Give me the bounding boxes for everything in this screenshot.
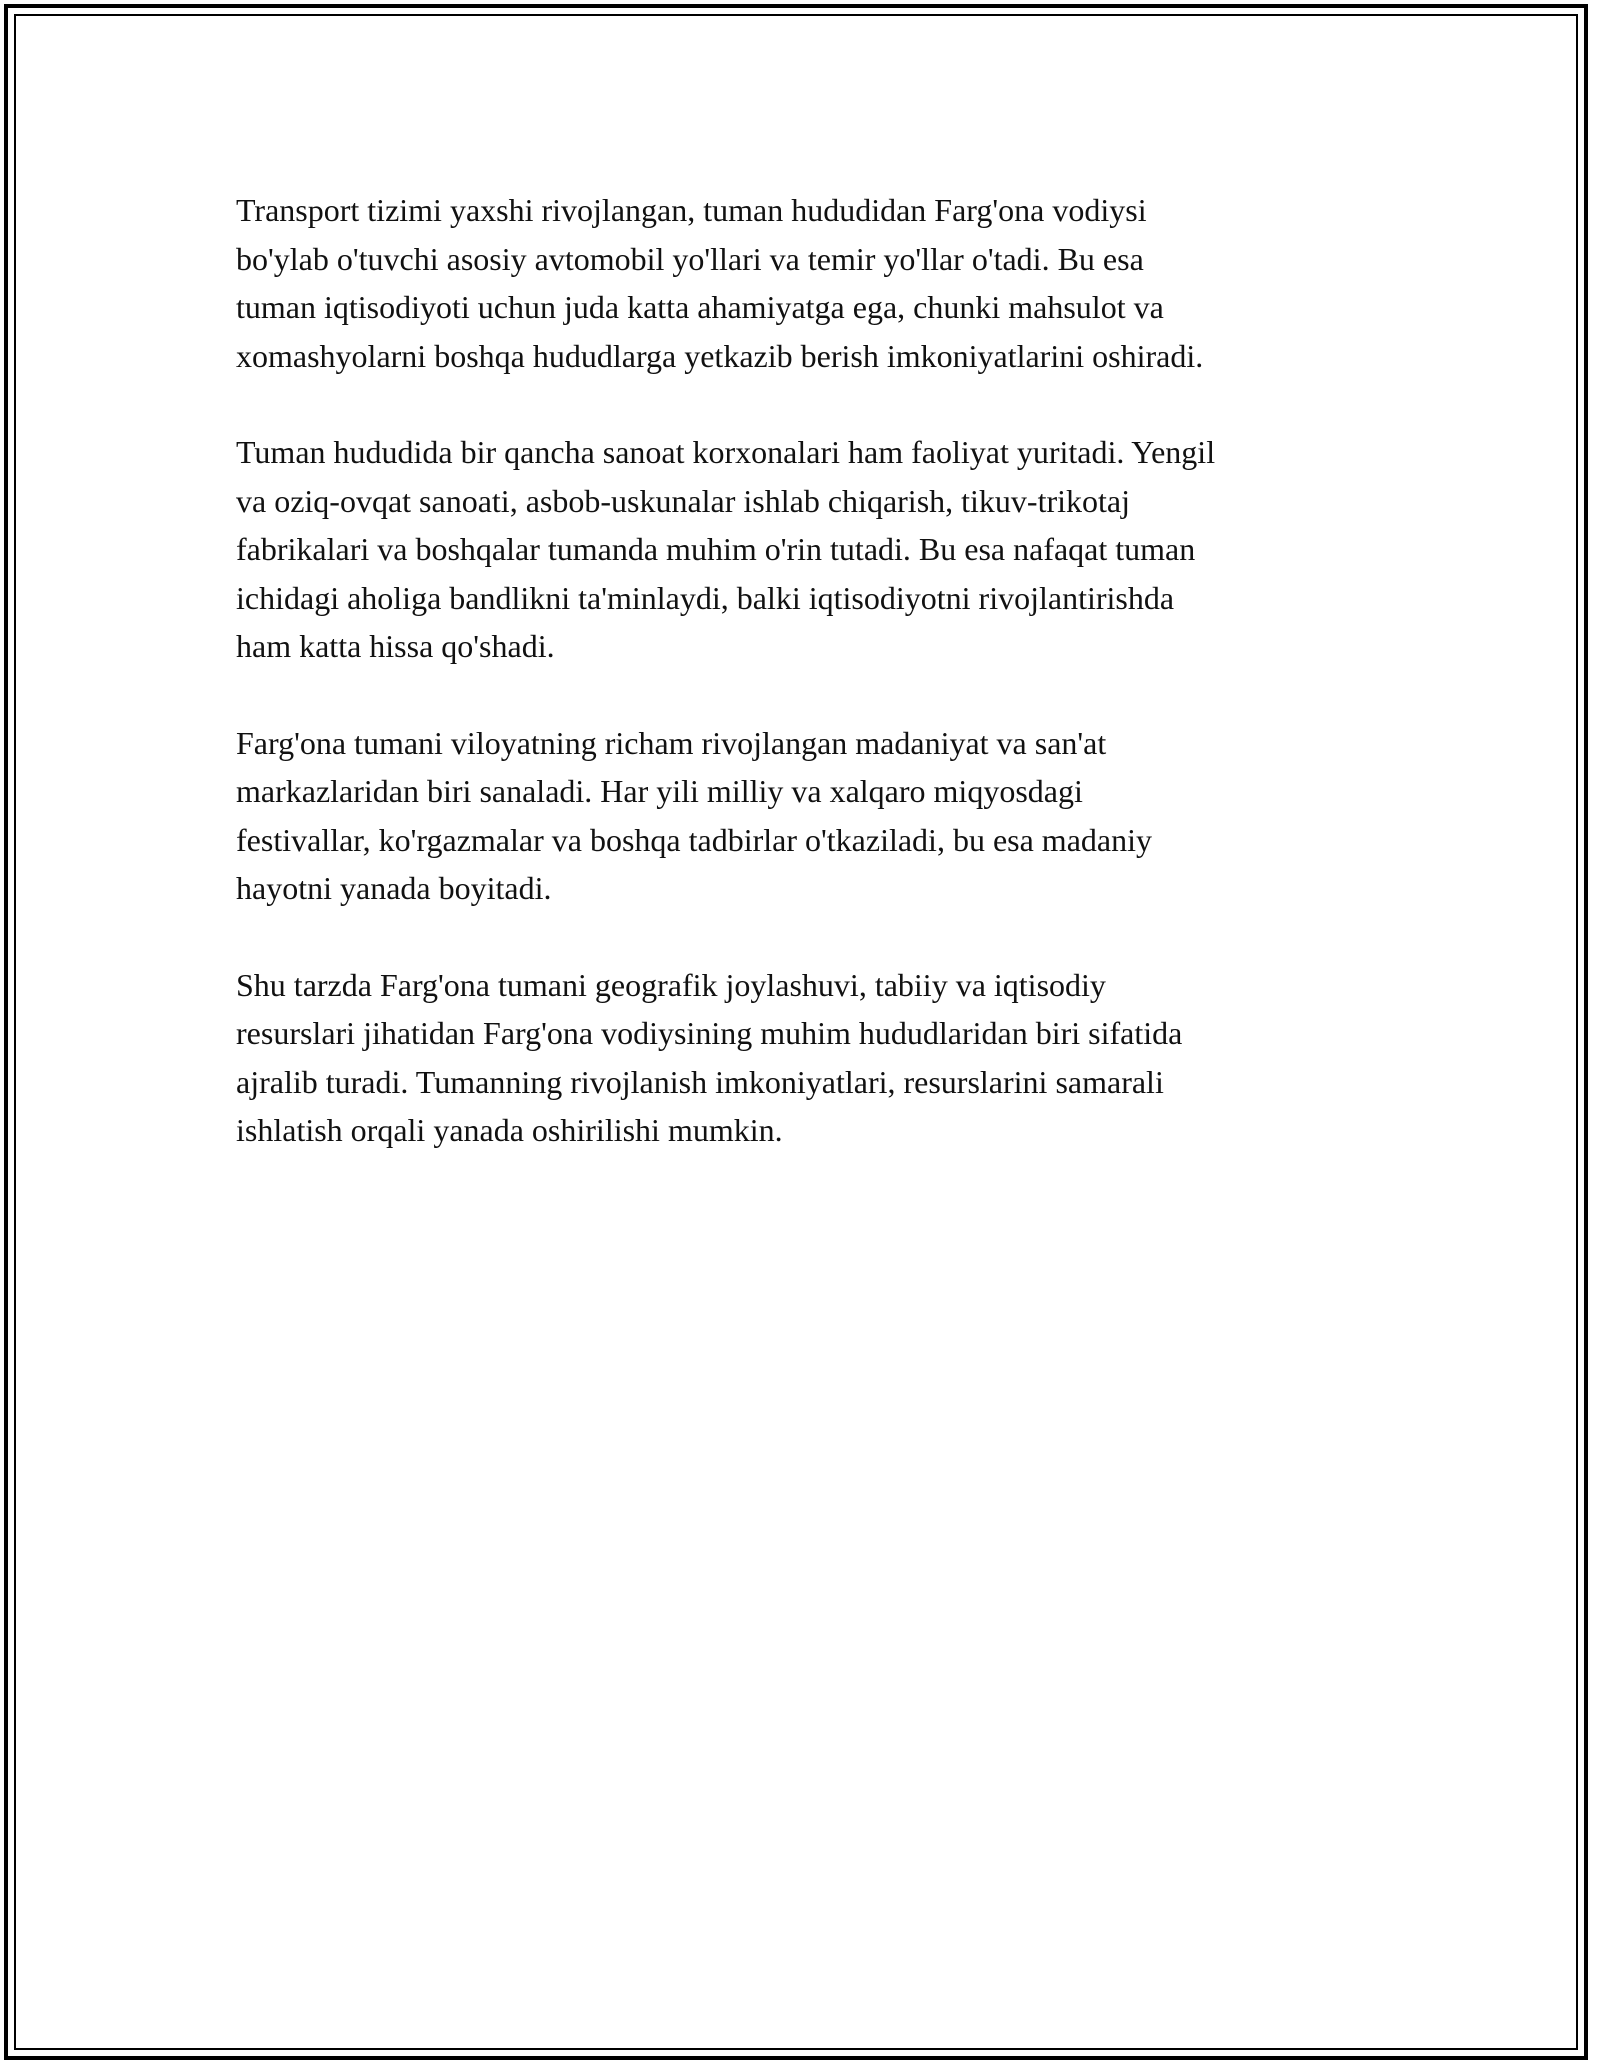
paragraph-industry: Tuman hududida bir qancha sanoat korxonalari ham faoliyat yuritadi. Yengil va oziq-ovqat sanoati, asbob-uskunalar ishlab chiqarish, tikuv-trikotaj fabrikalari va boshqalar tumanda muhim o'rin tutadi. Bu esa nafaqat tuman ichidagi aholiga bandlikni ta'minlaydi, balki iqtisodiyotni rivojlantirishda ham katta hissa qo'shadi. <box>236 434 1216 664</box>
paragraph-conclusion: Shu tarzda Farg'ona tumani geografik joylashuvi, tabiiy va iqtisodiy resurslari jihatidan Farg'ona vodiysining muhim hududlaridan biri sifatida ajralib turadi. Tumanning rivojlanish imkoniyatlari, resurslarini samarali ishlatish orqali yanada oshirilishi mumkin. <box>236 966 1183 1148</box>
paragraph-culture: Farg'ona tumani viloyatning richam rivojlangan madaniyat va san'at markazlaridan biri sanaladi. Har yili milliy va xalqaro miqyosdagi festivallar, ko'rgazmalar va boshqa tadbirlar o'tkaziladi, bu esa madaniy hayotni yanada boyitadi. <box>236 724 1152 906</box>
document-body <box>236 186 1366 1203</box>
paragraph-transport: Transport tizimi yaxshi rivojlangan, tuman hududidan Farg'ona vodiysi bo'ylab o'tuvchi asosiy avtomobil yo'llari va temir yo'llar o'tadi. Bu esa tuman iqtisodiyoti uchun juda katta ahamiyatga ega, chunki mahsulot va xomashyolarni boshqa hududlarga yetkazib berish imkoniyatlarini oshiradi. <box>236 192 1204 374</box>
